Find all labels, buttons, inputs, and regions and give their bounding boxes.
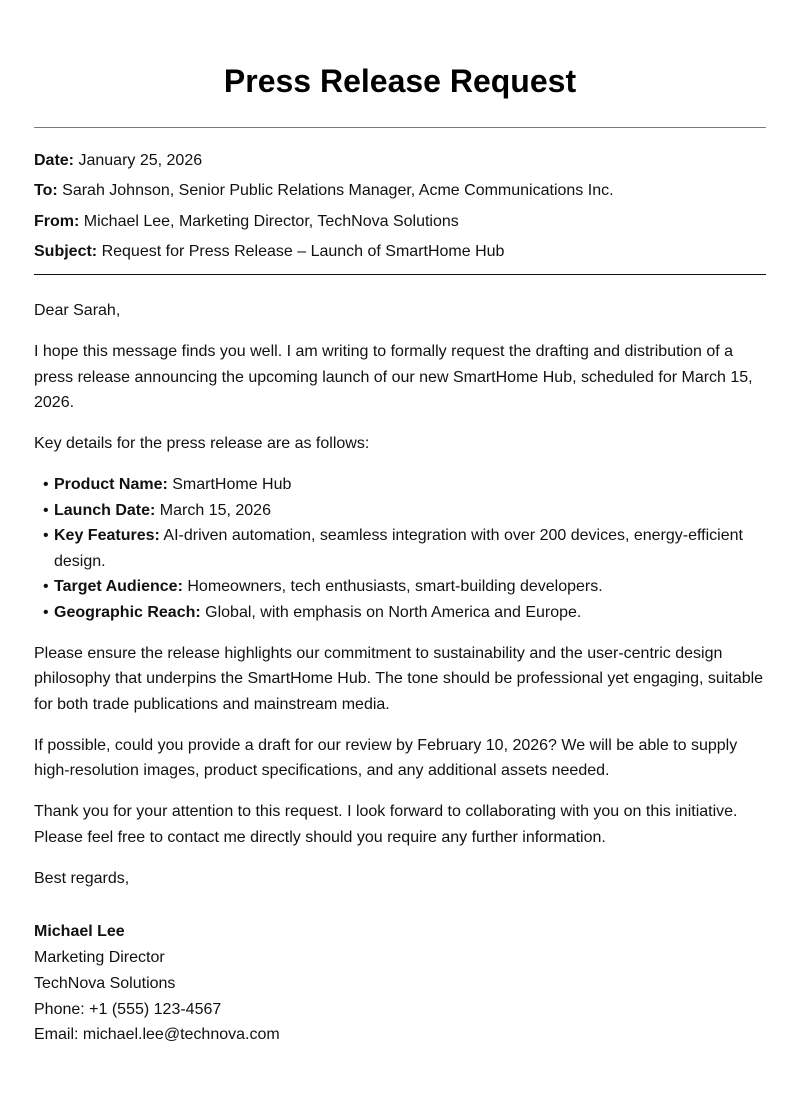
subject-value: Request for Press Release – Launch of SmartHome Hub [101,242,505,260]
list-item [43,472,766,498]
detail-value: March 15, 2026 [159,501,271,519]
detail-value: Homeowners, tech enthusiasts, smart-building developers. [187,578,603,596]
detail-label: Product Name: [54,476,168,494]
detail-label: Key Features: [54,527,160,545]
list-item [43,498,766,524]
to-value: Sarah Johnson, Senior Public Relations Manager, Acme Communications Inc. [62,182,614,200]
detail-value: Global, with emphasis on North America and Europe. [205,603,582,621]
list-item [43,523,766,574]
to-row [34,181,766,211]
letter-body [34,298,766,891]
list-item [43,574,766,600]
detail-label: Target Audience: [54,578,183,596]
signature-block [34,919,766,1048]
detail-label: Launch Date: [54,501,156,519]
bullet-icon: • [43,527,49,545]
page-title: Press Release Request [223,63,577,99]
signer-company: TechNova Solutions [34,974,176,992]
signer-phone: Phone: +1 (555) 123-4567 [34,1000,222,1018]
signer-name: Michael Lee [34,923,125,941]
subject-row [34,242,766,272]
key-details-list [34,472,766,625]
detail-label: Geographic Reach: [54,603,201,621]
from-value: Michael Lee, Marketing Director, TechNova Solutions [83,212,459,230]
detail-value: AI-driven automation, seamless integration with over 200 devices, energy-efficient design. [54,527,743,570]
signer-email: Email: michael.lee@technova.com [34,1026,280,1044]
closing: Best regards, [34,869,130,887]
bullet-icon: • [43,578,49,596]
bullet-icon: • [43,476,49,494]
date-label: Date: [34,152,75,169]
date-value: January 25, 2026 [78,152,203,169]
signer-title: Marketing Director [34,948,165,966]
draft-paragraph: If possible, could you provide a draft for our review by February 10, 2026? We will be able to supply high-resolution images, product specifications, and any additional assets needed. [34,736,738,780]
subject-label: Subject: [34,242,98,260]
to-label: To: [34,182,58,200]
tone-paragraph: Please ensure the release highlights our commitment to sustainability and the user-centric design philosophy that underpins the SmartHome Hub. The tone should be professional yet engaging, suitable for both trade publications and mainstream media. [34,644,764,713]
from-row [34,212,766,242]
from-label: From: [34,212,80,230]
bullet-icon: • [43,501,49,519]
bullet-icon: • [43,603,49,621]
date-row [34,151,766,181]
header-divider [34,127,766,128]
thanks-paragraph: Thank you for your attention to this request. I look forward to collaborating with you on this initiative. Please feel free to contact me directly should you require any further information. [34,803,738,846]
memo-header [34,151,766,272]
greeting: Dear Sarah, [34,302,121,320]
body-divider [34,274,766,275]
list-item [43,600,766,626]
intro-paragraph: I hope this message finds you well. I am writing to formally request the drafting and distribution of a press release announcing the upcoming launch of our new SmartHome Hub, scheduled for March 15, 2026. [34,343,753,412]
details-intro: Key details for the press release are as follows: [34,435,370,453]
detail-value: SmartHome Hub [172,476,292,494]
